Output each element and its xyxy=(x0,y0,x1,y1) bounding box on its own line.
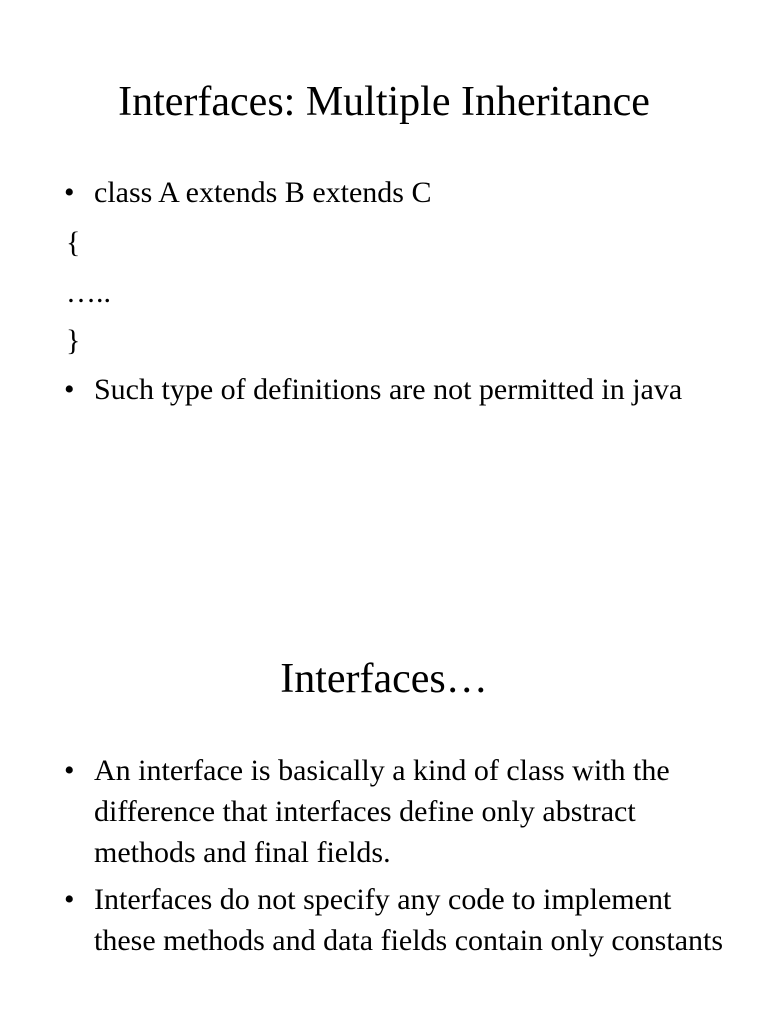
code-ellipsis: ….. xyxy=(66,276,111,309)
bullet-text: An interface is basically a kind of class with the difference that interfaces define only abstract methods and final fields. xyxy=(94,754,670,869)
bullet-marker: • xyxy=(64,176,75,209)
bullet-marker: • xyxy=(64,754,75,787)
slide-title: Interfaces… xyxy=(280,656,488,702)
bullet-marker: • xyxy=(64,883,75,916)
slide-interfaces xyxy=(0,620,768,1024)
code-open-brace: { xyxy=(66,226,81,259)
code-close-brace: } xyxy=(66,324,81,357)
bullet-text: Interfaces do not specify any code to implement these methods and data fields contain only constants xyxy=(94,883,724,957)
bullet-text: class A extends B extends C xyxy=(94,176,432,209)
bullet-text: Such type of definitions are not permitted in java xyxy=(94,373,683,406)
bullet-marker: • xyxy=(64,373,75,406)
slide-title: Interfaces: Multiple Inheritance xyxy=(118,79,650,125)
